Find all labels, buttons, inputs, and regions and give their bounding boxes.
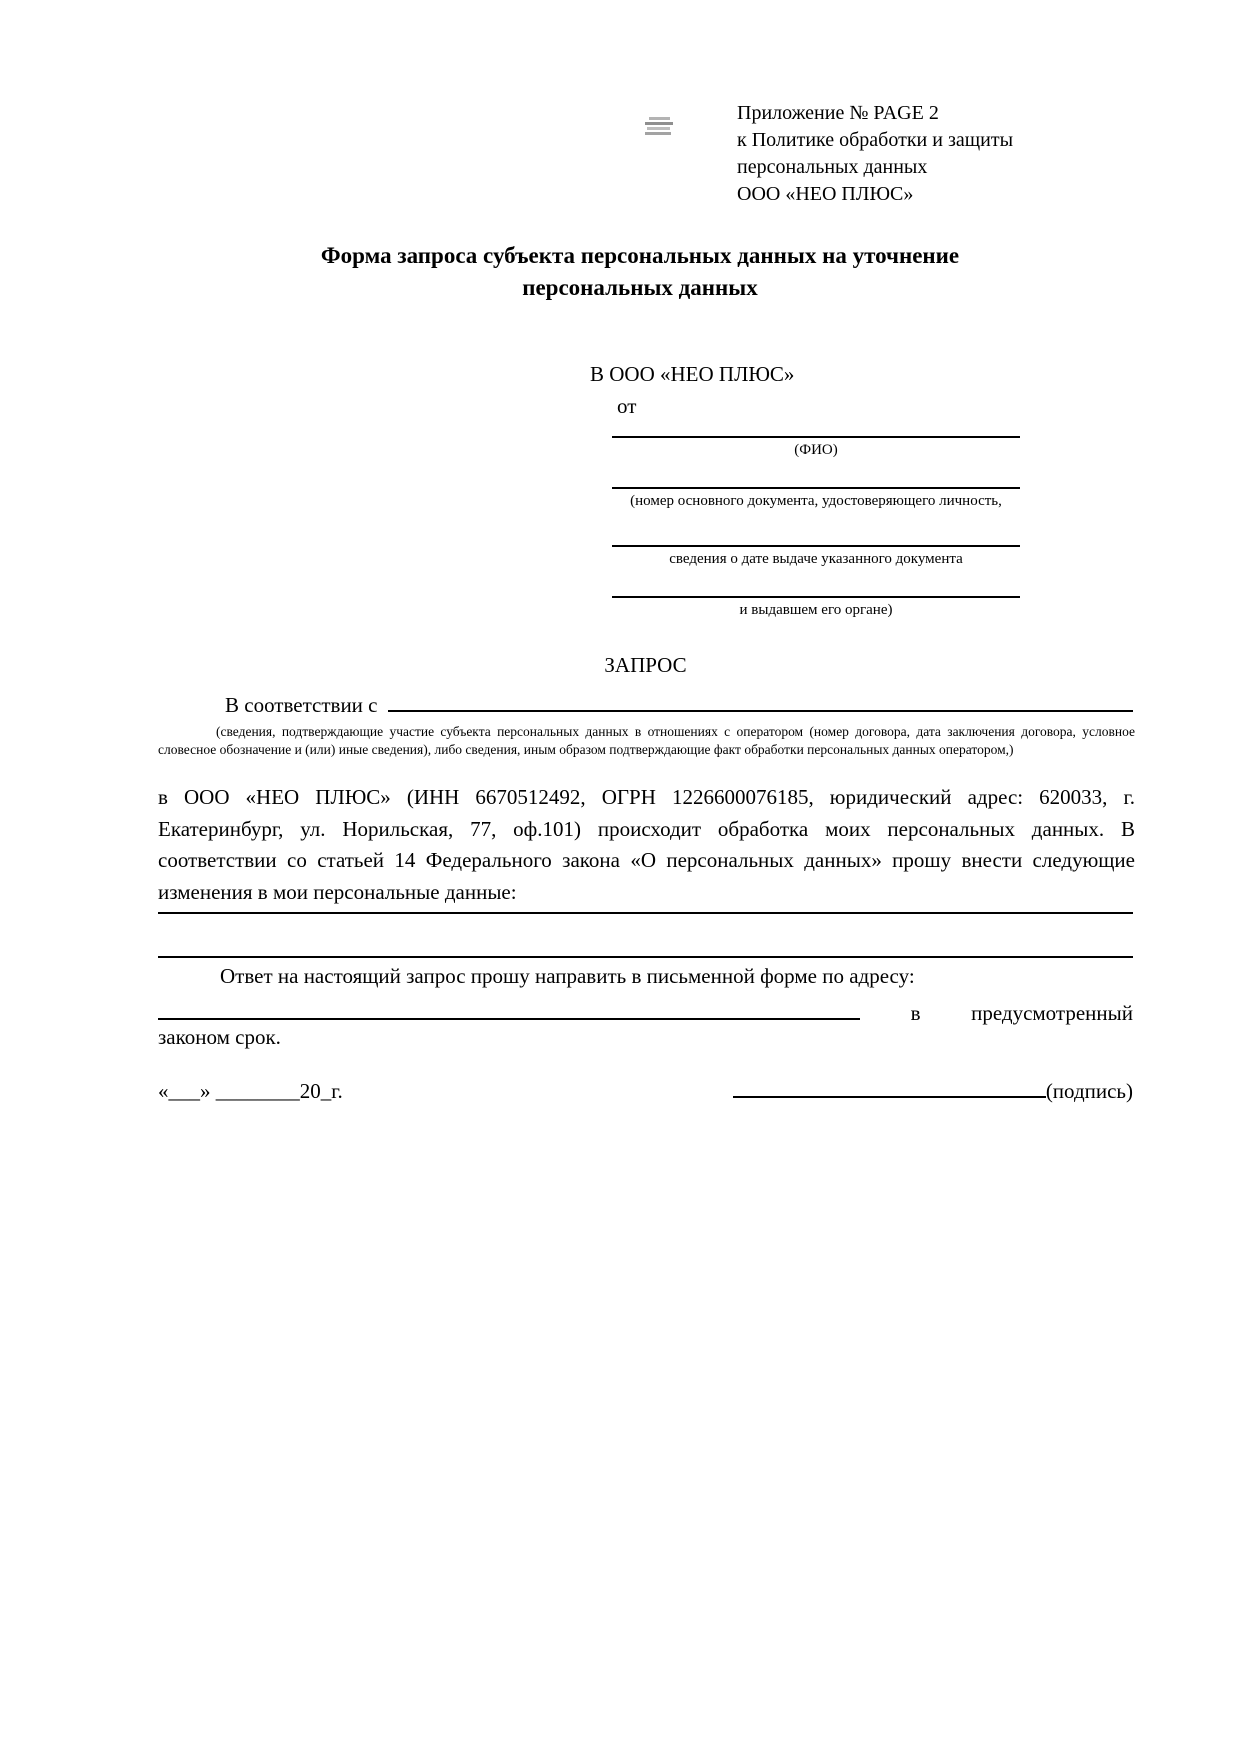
word-term: предусмотренный [971,1001,1133,1025]
fio-caption: (ФИО) [794,442,838,458]
word-v: в [910,1001,921,1025]
changes-blank-line-2[interactable] [158,956,1133,958]
signature-blank-line[interactable] [733,1074,1046,1098]
addressee-organization: В ООО «НЕО ПЛЮС» [590,362,795,386]
appendix-line: ООО «НЕО ПЛЮС» [737,183,914,205]
request-heading: ЗАПРОС [604,653,687,677]
appendix-line: Приложение № PAGE 2 [737,102,939,124]
basis-blank-line[interactable] [388,688,1134,712]
signature-group [733,1074,1133,1104]
page-title [135,240,1145,304]
address-blank-line[interactable] [158,996,860,1020]
changes-blank-line-1[interactable] [158,912,1133,914]
embedded-object-icon [645,117,673,137]
document-number-caption: (номер основного документа, удостоверяющего личность, [630,493,1002,509]
request-intro [158,688,1133,718]
issue-date-caption: сведения о дате выдаче указанного документа [669,551,963,567]
issuing-authority-caption: и выдавшем его органе) [739,602,893,618]
appendix-line: к Политике обработки и защиты [737,129,1014,151]
response-closing: законом срок. [158,1025,281,1049]
request-body: в ООО «НЕО ПЛЮС» (ИНН 6670512492, ОГРН 1226600076185, юридический адрес: 620033, г. Екатеринбург, ул. Норильская, 77, оф.101) происходит обработка моих персональных данных. В соответствии со статьей 14 Федерального закона «О персональных данных» прошу внести следующие изменения в мои персональные данные: [158,785,1135,904]
document-number-blank-line[interactable] [612,487,1020,489]
fio-blank-line[interactable] [612,436,1020,438]
signature-caption: (подпись) [1045,1079,1133,1103]
basis-note: (сведения, подтверждающие участие субъекта персональных данных в отношениях с оператором (номер договора, дата заключения договора, условное словесное обозначение и (или) иные сведения), либо сведения, иным образом подтверждающие факт обработки персональных данных оператором,) [158,724,1135,757]
issue-date-blank-line[interactable] [612,545,1020,547]
date-blank-field[interactable]: «___» ________20_г. [158,1079,343,1103]
response-sentence: Ответ на настоящий запрос прошу направить в письменной форме по адресу: [220,964,915,988]
response-address-row [158,996,1133,1026]
from-label: от [617,394,637,418]
page-title-line1: Форма запроса субъекта персональных данных на уточнение [320,243,960,268]
appendix-header [737,100,1013,208]
appendix-line: персональных данных [737,156,928,178]
intro-prefix: В соответствии с [225,693,378,717]
page-title-line2: персональных данных [522,275,758,300]
issuing-authority-blank-line[interactable] [612,596,1020,598]
date-signature-row [158,1074,1133,1104]
